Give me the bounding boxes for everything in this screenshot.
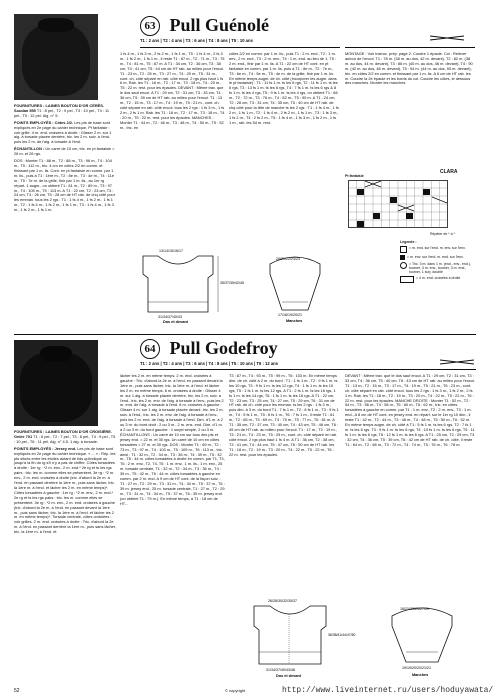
pattern63-right-rule (345, 47, 475, 48)
pattern63-title: Pull Guénolé (169, 15, 269, 35)
pattern63-back-bottom-measure: 31/34/37/40/43 (158, 315, 182, 319)
pattern63-back: DOS : Monter T1 : 88 m., T2 : 88 m., T3 : 96 m., T4 : 104 m., T5 : 112 m., tric. 4 cm en côtes 2/2 en comm. et finissant par 1 m. lis. Cont. en pt fantaisie en comm. par 1 m. lis., puis à T1 : 1ère m., T2 : 8e m., T3 : 4e m., T4 : 11e m., T5 : 7e m. de la grille, finir par 1 m. lis., au 1er rg répart. 1 augm., on obtient T1 : 81 m., T2 : 89 m., T3 : 97 m., T4 : 105 m., T5 : 113 m. A T1 : 22 cm, T2 : 23 cm, T3 : 24 cm, T4 : 26 cm, T5 : 28 cm de HT rab. de chq côté pour les emman. tous les 2 rgs : T1 : 1 fs 4 m., 1 fs 2 m., 1 fs 1 m., T2 : 1 fs 4 m., 1 fs 2 m., 1 fs 1 m., T3 : 1 fs 4 m., 1 fs 3 m., 1 fs 2 m., 1 fs 1 m. (14, 158, 115, 213)
pattern63-back-top-measure: 13/14/15/16/17 (159, 249, 183, 253)
pattern64-sizes: T1 : 2 ans | T2 : 4 ans | T3 : 6 ans | T4 : 8 ans | T5 : 10 ans | T6 : 12 ans (140, 361, 279, 366)
pattern64-col2-text: lâcher les 2 m. en même temps. 2 m. end. croisées à gauche : Tric. d'abord la 2e m. à l'end. en passant devant la 1ère m., puis sans lâcher, tric. la 1ère m. à l'end. et lâcher les 2 m. en même temps. 6 m. croisées à droite : Glisser 4 m. sur 1 aig. à torsade placée derrière, tric. les 2 m. suiv. à l'end., tric. les 2 m. env. de l'aig. à torsade à l'env., puis les 2 m. end. de l'aig. à torsade à l'end. 6 m. croisées à gauche : Glisser 4 m. sur 1 aig. à torsade placée devant, tric. les 2 m. suiv. à l'end., tric. les 2 m. env. de l'aig. à torsade à l'env., puis les 2 m. end. de l'aig. à torsade à l'end. Dim. d'1 m. à 2 ou 3 m. du bord droit : 2 ou 3 m., 2 m. ens. end. Dim. d'1 m. à 2 ou 3 m. du bord gauche : 1 surjet simple, 2 ou 3 m. ÉCHANTILLONS : Un carré de 10 cm sur tous des pts et jersey end. = 22 m. et 30 rgs. Un carré de 10 cm en côtes torsadées = 27 m. et 30 rgs. DOS : Monter T1 : 69 m., T2 : 73 m., T3 : 97 m., T4 : 103 m., T5 : 109 m., T6 : 113 m., tric. ainsi : T1 : 32 m., T2 : 34 m., T3 : 36 m., T4 : 39 m., T5 : 42 m., T6 : 44 m. côtes torsadées à droite en comm. par T1, T3, T6 : 2 m. env., T2, T4, T5 : 1 m. env., 1 m. lis., 1 m. env., 25 m. torsade centrale, T1 : 32 m., T2 : 34 m., T3 : 36 m., T4 : 39 m., T5 : 42 m., T6 : 44 m. côtes torsadées à gauche en comm. par 2 m. end. A 9 cm de HT cont. de la façon suiv. : T1 : 27 m., T2 : 29 m., T3 : 31 m., T4 : 34 m., T5 : 37 m., T6 : 39 m. jersey end., 25 m. torsade centrale, T1 : 27 m., T2 : 29 m., T3 : 31 m., T4 : 34 m., T5 : 37 m., T6 : 39 m. jersey end. (on obtient T1 : 79 m.). En même temps, à T1 : 18 cm de HT... (120, 373, 225, 506)
pattern63-gauge: Un carré de 10 cm, tric. en pt fantaisie = 26 m. et 26 rgs. (14, 146, 115, 157)
legend-filled-cell-icon (400, 255, 405, 260)
copyright-text: © copyright (225, 688, 246, 693)
pattern63-grid-repeat: Répéter de * à * (430, 232, 455, 236)
pattern63-back-side-measure: 35/37/39/42/45 (220, 281, 244, 285)
pattern63-title-rule (140, 47, 340, 48)
pattern63-sleeve-caption: Manches (286, 319, 303, 323)
pattern64-back-top-measure: 26/28/30/32/35/37 (268, 599, 297, 603)
pattern63-col1 (14, 104, 116, 330)
pattern63-stitches-heading: POINTS EMPLOYÉS : Côtes 2/2. (14, 119, 74, 125)
pattern63-supplies: T1 : 8 pel., T2 : 9 pel., T3 : 10 pel., T4 : 11 pel., T5 : 12 pel. Aig. n° 5. (14, 107, 110, 118)
pattern63-body-schematic (123, 244, 244, 324)
pattern64-header (140, 339, 400, 369)
pattern64-col3 (229, 374, 339, 592)
pattern63-col2-text: 1 fs 4 m., 1 fs 3 m., 2 fs 2 m., 1 fs 1 m., T5 : 1 fs 4 m., 2 fs 3 m., 1 fs 2 m., 1 fs 1 m., il reste T1 : 67 m., T2 : 71 m., T3 : 75 m., T4 : 81 m., T5 : 87 m. A T1 : 34 cm, T2 : 36 cm, T3 : 38 cm, T4 : 41 cm, T5 : 44 cm de HT rab. au milieu pour l'encol. T1 : 23 m., T2 : 25 m., T3 : 27 m., T4 : 29 m., T5 : 31 m., cont. ch. côté séparé en rab. côté encol. 2 rgs plus haut 1 fs 6 m. Rab. les T1 : 16 m., T2 : 17 m., T3 : 18 m., T4 : 20 m., T5 : 22 m. rest. pour les épaules. DEVANT : Même trav. que le dos sauf encol. A T1 : 29 cm, T2 : 31 cm, T3 : 33 cm, T4 : 36 cm, T5 : 39 cm de HT rab. au milieu pour l'encol. T1 : 13 m., T2 : 15 m., T3 : 17 m., T4 : 19 m., T5 : 21 m., cont. ch. côté séparé en rab. côté encol. tous les 2 rgs : 1 fs 3 m., 1 fs 2 m., 2 fs 1 m. Rab. les T1 : 16 m., T2 : 17 m., T3 : 18 m., T4 : 20 m., T5 : 22 m. rest. pour les épaules. MANCHES : Monter T1 : 44 m., T2 : 46 m., T3 : 48 m., T4 : 50 m., T5 : 52 m., tric. en (120, 51, 225, 130)
pattern63-stitches: Les pts de base sont expliqués en 2e page du cahier technique. Pt fantaisie : voir grille. 4 m. end. croisées à droite : Glisser 2 m. sur 1 aig. à torsade placée derrière, tric. les 2 m. suiv. à l'end. puis les 2 m. de l'aig. à torsade à l'end. (14, 119, 112, 145)
pattern63-sleeve-bottom-measure: 17/18/19/20/21 (278, 313, 302, 317)
pattern64-sleeve-bottom-measure: 19/19/20/20/21/21 (402, 666, 431, 670)
pattern63-grid-title: Pt fantaisie (345, 174, 364, 178)
pattern63-col3-text: côtes 2/2 en comm. par 1 m. lis., puis T1 : 2 m. end., T2 : 1 m. env., 2 m. end., T3 : 2 m. env., T4 : 1 m. end. au lieu de 1, T5 : 2 m. end., finir par 1 m. lis. A T1 : 22 cm de HT cont. en pt fantaisie en comm. par 1 m. lis. puis à T1 : 8e m., T2 : 7e m., T3 : 6e m., T4 : 5e m., T5 : 4e m. de la grille, finir par 1 m. lis. En même temps augm. de ch. côté (incorporer les augm. dans le pt fantaisie) : T1 : 11 fs 1 m. ts les 6 rgs, T2 : 11 fs 1 m. ts les 6 rgs, T3 : 13 fs 1 m. ts les 6 rgs, T4 : 7 fs 1 m. ts les 6 rgs & 8 fs 1 m. ts les 4 rgs, T5 : 9 fs 1 m. ts les 4 rgs, on obtient T1 : 66 m., T2 : 72 m., T3 : 76 m., T4 : 82 m., T5 : 90 m. A T1 : 24 cm, T2 : 26 cm, T3 : 31 cm, T4 : 35 cm, T5 : 40 cm de HT rab. de chq côté pour la tête de manche ts les 2 rgs : T1 : 1 fs 4 m., 1 fs 2 m., 1 fs 1 m., T2 : 1 fs 4 m., 2 fs 2 m., 1 fs 1 m., T3 : 1 fs 3 m., 1 fs 2 m., T4 : 2 fs 2 m., T5 : 1 fs 4 m., 1 fs 3 m., 1 fs 2 m., 1 fs 1 m., rab. les 54 m. rest. (229, 51, 339, 125)
pull-guenole-photo (14, 14, 98, 100)
page-number: 52 (14, 688, 20, 694)
pattern64-body-schematic (232, 594, 356, 678)
pattern64-back-side-measure: 36/38/41/44/47/50 (328, 633, 356, 637)
needles-icon (430, 28, 466, 34)
pattern63-stitch-grid (348, 180, 448, 228)
pattern64-front (345, 374, 475, 592)
pattern63-assembly (345, 52, 475, 162)
needles-icon-2 (440, 352, 476, 358)
pattern63-header (140, 16, 340, 46)
pattern64-back-bottom-measure: 31/34/37/40/43/46 (266, 668, 295, 672)
section-divider (14, 334, 476, 335)
pattern64-front-text: DEVANT : Même trav. que le dos sauf encol. A T1 : 29 cm, T2 : 31 cm, T3 : 33 cm, T4 : 36 cm, T5 : 40 cm, T6 : 43 cm de HT rab. au milieu pour l'encol. T1 : 13 m., T2 : 15 m., T3 : 17 m., T4 : 19 m., T5 : 21 m., T6 : 23 m., cont. ch. côté séparé en rab. côté encol. tous les 2 rgs : 1 fs 3 m., 1 fs 2 m., 2 fs 1 m. Rab. les T1 : 18 m., T2 : 19 m., T3 : 20 m., T4 : 22 m., T5 : 22 m., T6 : 22 m. rest. pour les épaules. MANCHE DROITE : Monter T1 : 52 m., T2 : 54 m., T3 : 56 m., T4 : 58 m., T5 : 60 m., T6 : 62 m., tric. en côtes torsadées à gauche en comm. par T1 : 1 m. env., T2 : 2 m. env., T3 : 1 m. end., A 8 cm de HT cont. en jersey end. en répart. sur le 1er rg 10 dim., il reste T1 : 42 m., T2 : 44 m., T3 : 46 m., T4 : 48 m., T5 : 50 m., T6 : 52 m. En même temps augm. de ch. côté à T1 : 5 fs 1 m. ts les 6 rgs, T2 : 7 fs 1 m. ts les 6 rgs, T3 : 9 fs 1 m. ts les 6 rgs, T4 : 10 fs 1 m. ts les 6 rgs, T5 : 11 fs 1 m. ts les 6 rgs, T6 : 12 fs 1 m. ts les 6 rgs. A T1 : 25 cm, T2 : 29 cm, T3 : 32 cm, T4 : 36 cm, T5 : 39 cm, T6 : 42 cm de HT rab. de ch. côté, il reste T1 : 64 m., T2 : 68 m., T3 : 72 m., T4 : 74 m., T5 : 76 m., T6 : 78 m. (345, 373, 475, 447)
pull-godefroy-photo (14, 340, 98, 426)
source-url[interactable]: http://www.liveinternet.ru/users/hoduyawata/ (282, 686, 493, 695)
pattern63-supplies-heading: FOURNITURES : LAINES BOUTON D'OR CÉRÈS. Soudan 555 (14, 103, 104, 113)
pattern63-legend (400, 240, 478, 300)
pattern63-col3 (229, 52, 339, 242)
pattern64-sleeve-top-measure: 18/21/23/25/27/29 (400, 607, 429, 611)
pattern64-supplies-heading: FOURNITURES : LAINES BOUTON D'OR CROISIÈRE. Gelée 701 (14, 429, 112, 439)
pattern64-col3-text: T3 : 87 m., T4 : 93 m., T5 : 99 m., T6 : 103 m. En même temps dim. de ch. côté à 2 m. du bord : T1 : 1 fs 1 m., T2 : 9 fs 1 m. ts les 10 rgs, T3 : 9 fs 1 m. ts les 12 rgs, T4 : 1 fs 1 m. ts les 10 rgs, T5 : 1 fs 1 m. ts les 12 rgs. A T1 : 2 fs 1 m. ts les 16 rgs, 1 fs 1 m. ts les 14 rgs, T6 : 1 fs 1 m. ts les 16 rgs. A T1 : 22 cm, T2 : 23 cm, T3 : 25 cm, T4 : 27 cm, T5 : 29 cm, T6 : 31 cm de HT rab. de ch. côté pour les emman. ts les 2 rgs : 1 fs 3 m., puis dim. à 3 m. du bord T1 : 7 fs 1 m., T2 : 8 fs 1 m., T3 : 9 fs 1 m., T4 : 5 fs 1 m., T5 : 6 fs 1 m., T6 : 7 fs 1 m., il reste T1 : 61 m., T2 : 65 m., T3 : 69 m., T4 : 75 m., T5 : 77 m., T6 : 81 m. A T1 : 35 cm, T2 : 37 cm, T3 : 40 cm, T4 : 43 cm, T5 : 46 cm, T6 : 49 cm de HT rab. au milieu pour l'encol. T1 : 17 m., T2 : 19 m., T3 : 21 m., T4 : 23 m., T5 : 25 m., cont. ch. côté séparé en rab. côté encol. 2 rgs plus haut 1 fs 4 m. A T1 : 36 cm, T2 : 38 cm, T3 : 41 cm, T4 : 44 cm, T5 : 47 cm, T6 : 50 cm de HT rab. les T1 : 18 m., T2 : 19 m., T3 : 20 m., T4 : 22 m., T5 : 22 m., T6 : 22 m. rest. pour les épaules. (229, 373, 339, 457)
legend-bobble-icon (400, 262, 407, 269)
pattern64-sleeve-schematic (372, 594, 476, 678)
legend-item-2: = m. env. sur l'end. m. end. sur l'env. (407, 255, 464, 259)
pattern64-title: Pull Godefroy (169, 338, 278, 358)
legend-title: Légende : (400, 240, 417, 244)
pattern63-back-caption: Dos et devant (163, 320, 188, 324)
pattern63-number: 63 (140, 16, 160, 36)
pattern63-sleeve-schematic (250, 244, 345, 324)
pattern64-col1 (14, 430, 116, 678)
legend-item-4: = 4 m. end. croisées à droite (416, 276, 461, 280)
pattern63-gauge-heading: ÉCHANTILLON : (14, 146, 45, 152)
pattern64-sleeve-caption: Manches (412, 673, 429, 677)
legend-item-1: = m. end. sur l'end. m. env. sur l'env. (409, 246, 466, 250)
pattern64-stitches-heading: POINTS EMPLOYÉS : Jersey end. (14, 445, 77, 451)
pattern64-col2 (120, 374, 225, 678)
pattern64-stitches: Les pts de base sont expliqués en 2e page du cahier technique. « ... » : Rép. les pts situés entre les étoiles autant de fois qu'indiqué ou jusqu'à la fin du rg s'il n'y a pas de chiffre. Côtes torsadées à droite : 1er rg : *2 m. env., 2 m. end.* 2e rg et ts les rgs pairs : tric. les m. comme elles se présentent. 3e rg : *2 m. env., 2 m. end. croisées à droite (tric. d'abord la 2e m. à l'end. en passant derrière la 1ère m., puis sans lâcher, tric. la 1ère m. à l'end. et lâcher les 2 m. en même temps)*. Côtes torsadées à gauche : 1er rg : *2 m. env., 2 m. end.* 2e rg et ts les rgs pairs : tric. les m. comme elles se présentent. 3e rg : *2 m. env., 2 m. end. croisées à gauche (tric. d'abord la 2e m. à l'end. en passant devant la 1ère m., puis sans lâcher, tric. la 1ère m. à l'end. et lâcher les 2 m. en même temps)*. Torsade centrale, côtes ondulées : voir grilles. 2 m. end. croisées à droite : Tric. d'abord la 2e m. à l'end. en passant derrière la 1ère m., puis sans lâcher, tric. la 1ère m. à l'end. et (14, 445, 116, 535)
pattern64-number: 64 (140, 339, 160, 359)
pattern64-title-rule (140, 369, 476, 370)
pattern63-grid-label: CLARA (440, 169, 458, 175)
pattern63-sleeve-top-measure: 20/21/22/23/23 (276, 257, 300, 261)
pattern63-sizes: T1 : 2 ans | T2 : 4 ans | T3 : 6 ans | T4 : 8 ans | T5 : 10 ans (140, 38, 253, 43)
pattern64-supplies: T1 : 6 pel., T2 : 7 pel., T3 : 8 pel., T4 : 9 pel., T5 : 10 pel., T6 : 11 pel. Aig. n° 4.5. 1 aig. à torsade. (14, 433, 116, 444)
legend-empty-cell-icon (400, 246, 407, 253)
pattern64-back-caption: Dos et devant (276, 674, 301, 678)
pattern63-col2 (120, 52, 225, 242)
legend-item-3: = Tric. 3 m. dans 1 m. (end., env., end.), tourner, 3 m. env., tourner, 3 m. end., tourner, 1 surj. double (409, 262, 471, 274)
pattern63-assembly-text: MONTAGE : Voir instruc. prép. page 2. Coudre 1 épaule. Col : Relever autour de l'encol. T1 : 78 m. (38 m. au dos, 42 m. devant), T2 : 82 m. (38 m. au dos, 44 m. devant), T3 : 86 m. (40 m. au dos, 46 m. devant), T4 : 90 m. (42 m. au dos, 48 m. devant), T5 : 94 m. (44 m. au dos, 50 m. devant), tric. en côtes 2/2 en comm. et finissant par 1 m. lis. A 6 cm de HT rab. les m. Coudre la 2e épaule et les bords du col. Coudre les côtes, le dessous des manches. Monter les manches. (345, 51, 473, 86)
legend-cable-icon (400, 276, 414, 283)
